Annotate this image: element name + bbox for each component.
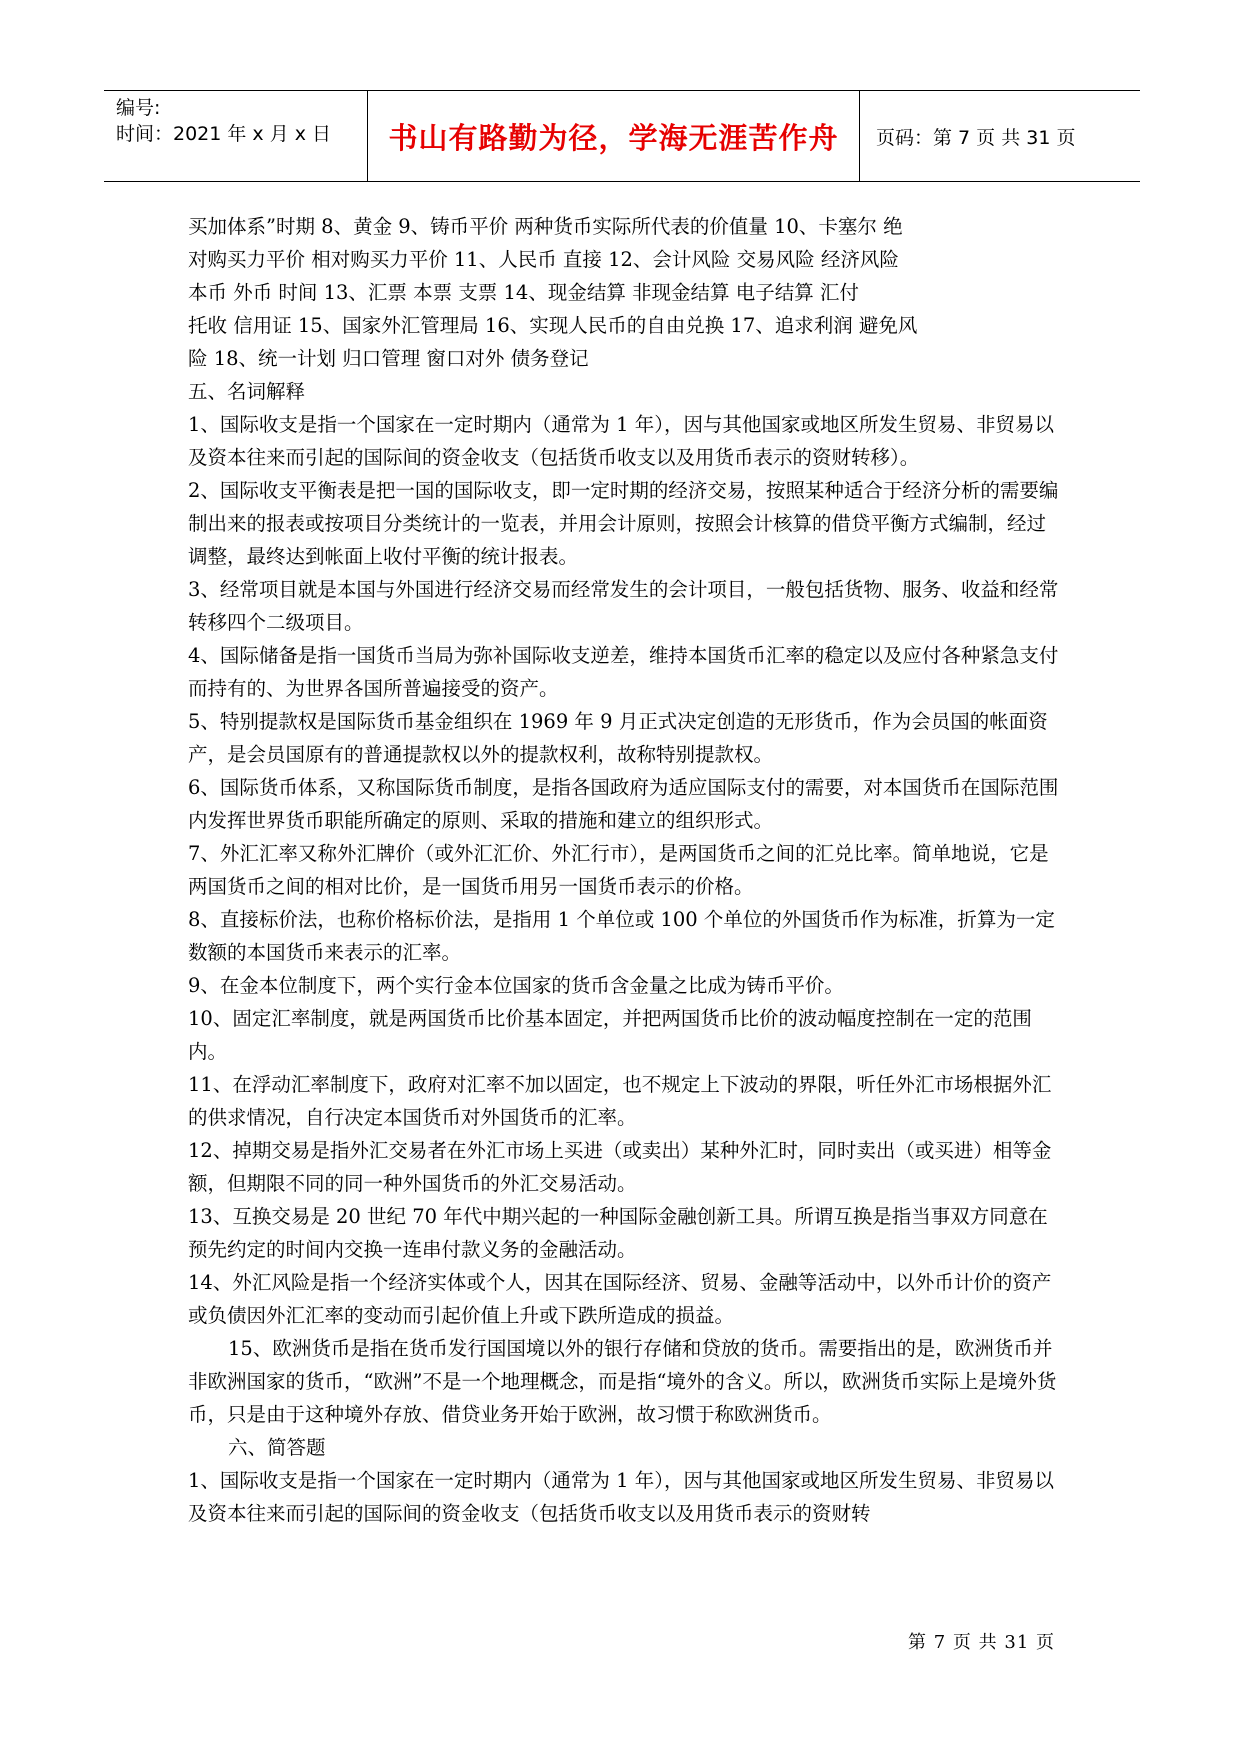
answer-line: 对购买力平价 相对购买力平价 11、人民币 直接 12、会计风险 交易风险 经济风险 bbox=[188, 248, 899, 271]
definition-paragraph: 14、外汇风险是指一个经济实体或个人，因其在国际经济、贸易、金融等活动中，以外币计价的资产或负债因外汇汇率的变动而引起价值上升或下跌所造成的损益。 bbox=[188, 1271, 1052, 1327]
page-header bbox=[104, 90, 1140, 182]
definition-paragraph: 10、固定汇率制度，就是两国货币比价基本固定，并把两国货币比价的波动幅度控制在一定的范围内。 bbox=[188, 1007, 1032, 1063]
header-info-cell bbox=[104, 91, 368, 181]
definition-paragraph: 2、国际收支平衡表是把一国的国际收支，即一定时期的经济交易，按照某种适合于经济分析的需要编制出来的报表或按项目分类统计的一览表，并用会计原则，按照会计核算的借贷平衡方式编制，经过调整，最终达到帐面上收付平衡的统计报表。 bbox=[188, 479, 1059, 568]
definition-paragraph: 5、特别提款权是国际货币基金组织在 1969 年 9 月正式决定创造的无形货币，作为会员国的帐面资产，是会员国原有的普通提款权以外的提款权利，故称特别提款权。 bbox=[188, 710, 1048, 766]
section-heading: 六、简答题 bbox=[228, 1436, 326, 1459]
definition-paragraph: 12、掉期交易是指外汇交易者在外汇市场上买进（或卖出）某种外汇时，同时卖出（或买进）相等金额，但期限不同的同一种外国货币的外汇交易活动。 bbox=[188, 1139, 1052, 1195]
header-page-number: 页码：第 7 页 共 31 页 bbox=[876, 126, 1076, 149]
answer-line: 托收 信用证 15、国家外汇管理局 16、实现人民币的自由兑换 17、追求利润 避免风 bbox=[188, 314, 918, 337]
definition-paragraph: 1、国际收支是指一个国家在一定时期内（通常为 1 年），因与其他国家或地区所发生贸易、非贸易以及资本往来而引起的国际间的资金收支（包括货币收支以及用货币表示的资财转移）。 bbox=[188, 413, 1054, 469]
document-body bbox=[188, 210, 1060, 1530]
definition-paragraph: 11、在浮动汇率制度下，政府对汇率不加以固定，也不规定上下波动的界限，听任外汇市场根据外汇的供求情况，自行决定本国货币对外国货币的汇率。 bbox=[188, 1073, 1052, 1129]
answer-paragraph: 1、国际收支是指一个国家在一定时期内（通常为 1 年），因与其他国家或地区所发生贸易、非贸易以及资本往来而引起的国际间的资金收支（包括货币收支以及用货币表示的资财转 bbox=[188, 1469, 1054, 1525]
document-number-label: 编号: bbox=[116, 97, 161, 119]
definition-paragraph: 7、外汇汇率又称外汇牌价（或外汇汇价、外汇行市），是两国货币之间的汇兑比率。简单地说，它是两国货币之间的相对比价，是一国货币用另一国货币表示的价格。 bbox=[188, 842, 1049, 898]
answer-line: 本币 外币 时间 13、汇票 本票 支票 14、现金结算 非现金结算 电子结算 汇付 bbox=[188, 281, 859, 304]
answer-line: 买加体系”时期 8、黄金 9、铸币平价 两种货币实际所代表的价值量 10、卡塞尔 绝 bbox=[188, 215, 903, 238]
definition-paragraph: 9、在金本位制度下，两个实行金本位国家的货币含金量之比成为铸币平价。 bbox=[188, 974, 844, 997]
definition-paragraph: 8、直接标价法，也称价格标价法，是指用 1 个单位或 100 个单位的外国货币作为标准，折算为一定数额的本国货币来表示的汇率。 bbox=[188, 908, 1055, 964]
page-footer: 第 7 页 共 31 页 bbox=[908, 1632, 1055, 1653]
definition-paragraph: 4、国际储备是指一国货币当局为弥补国际收支逆差，维持本国货币汇率的稳定以及应付各种紧急支付而持有的、为世界各国所普遍接受的资产。 bbox=[188, 644, 1059, 700]
header-motto: 书山有路勤为径，学海无涯苦作舟 bbox=[368, 91, 860, 181]
document-time-label: 时间：2021 年 x 月 x 日 bbox=[116, 123, 332, 145]
answer-line: 险 18、统一计划 归口管理 窗口对外 债务登记 bbox=[188, 347, 589, 370]
definition-paragraph: 6、国际货币体系，又称国际货币制度，是指各国政府为适应国际支付的需要，对本国货币在国际范围内发挥世界货币职能所确定的原则、采取的措施和建立的组织形式。 bbox=[188, 776, 1059, 832]
section-heading: 五、名词解释 bbox=[188, 380, 306, 403]
definition-paragraph: 13、互换交易是 20 世纪 70 年代中期兴起的一种国际金融创新工具。所谓互换是指当事双方同意在预先约定的时间内交换一连串付款义务的金融活动。 bbox=[188, 1205, 1048, 1261]
definition-paragraph: 15、欧洲货币是指在货币发行国国境以外的银行存储和贷放的货币。需要指出的是，欧洲货币并非欧洲国家的货币，“欧洲”不是一个地理概念，而是指“境外的含义。所以，欧洲货币实际上是境外货币，只是由于这种境外存放、借贷业务开始于欧洲，故习惯于称欧洲货币。 bbox=[188, 1337, 1057, 1426]
definition-paragraph: 3、经常项目就是本国与外国进行经济交易而经常发生的会计项目，一般包括货物、服务、收益和经常转移四个二级项目。 bbox=[188, 578, 1059, 634]
